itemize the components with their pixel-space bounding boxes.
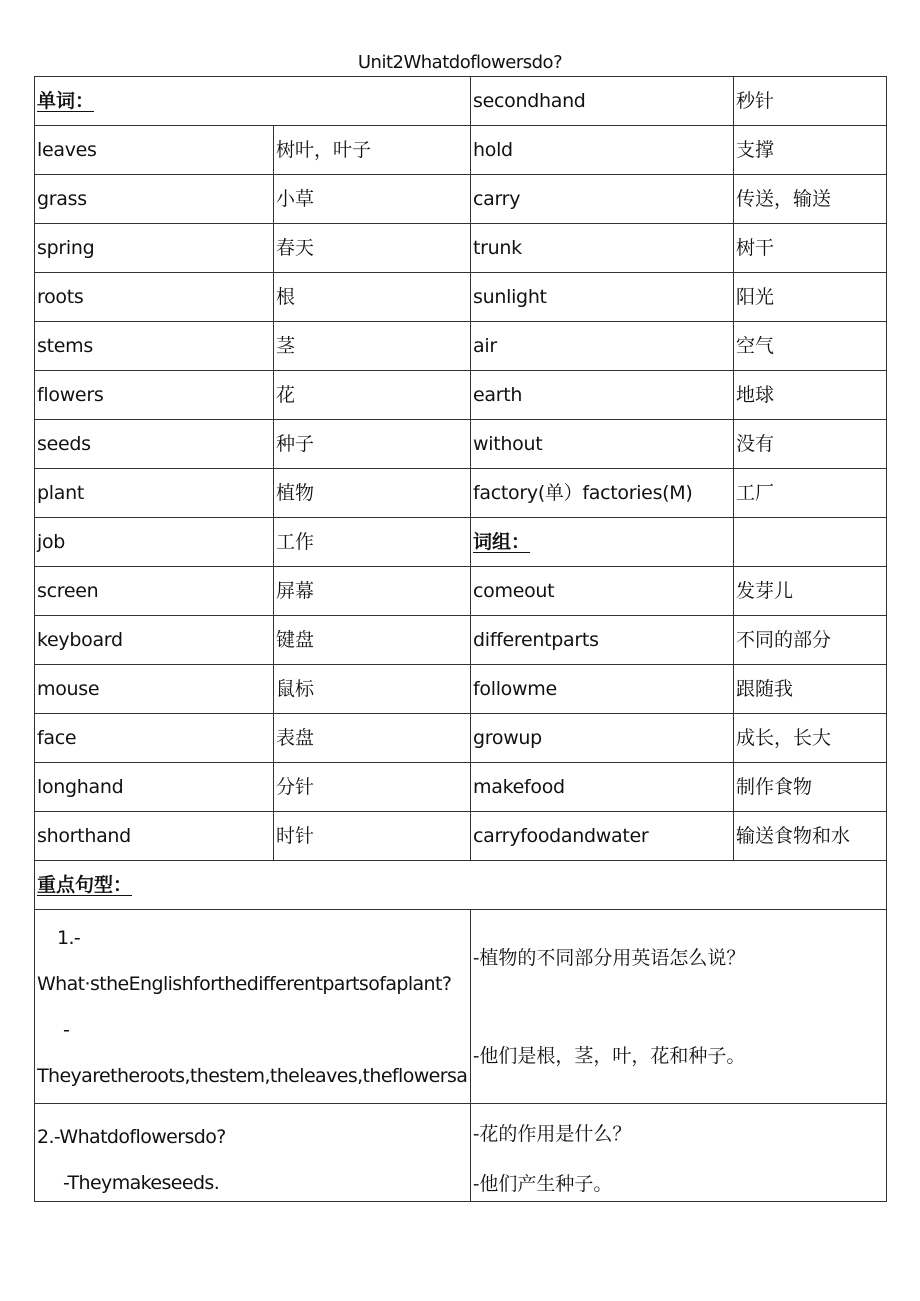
word-chinese: 秒针 [734, 77, 887, 126]
table-row [35, 77, 887, 126]
phrase-english: growup [471, 714, 734, 763]
sentence-english [35, 1104, 471, 1202]
word-chinese: 空气 [734, 322, 887, 371]
word-chinese: 键盘 [274, 616, 471, 665]
word-english: roots [35, 273, 274, 322]
word-english: spring [35, 224, 274, 273]
word-chinese: 支撑 [734, 126, 887, 175]
phrase-chinese: 跟随我 [734, 665, 887, 714]
word-english: plant [35, 469, 274, 518]
sentence-chinese [471, 1104, 887, 1202]
table-row [35, 518, 887, 567]
word-english: flowers [35, 371, 274, 420]
word-chinese: 根 [274, 273, 471, 322]
word-english: mouse [35, 665, 274, 714]
word-chinese: 传送，输送 [734, 175, 887, 224]
word-english: keyboard [35, 616, 274, 665]
phrase-english: makefood [471, 763, 734, 812]
word-chinese: 屏幕 [274, 567, 471, 616]
word-chinese: 分针 [274, 763, 471, 812]
sentence-line: -他们产生种子。 [473, 1172, 613, 1195]
table-row [35, 763, 887, 812]
word-chinese: 种子 [274, 420, 471, 469]
phrase-english: followme [471, 665, 734, 714]
sentence-line: -他们是根，茎，叶，花和种子。 [473, 1044, 746, 1067]
sentence-line: 2.-Whatdoflowersdo? [37, 1125, 226, 1148]
word-chinese: 小草 [274, 175, 471, 224]
sentences-section-heading: 重点句型： [37, 874, 133, 896]
word-english: sunlight [471, 273, 734, 322]
phrase-chinese: 输送食物和水 [734, 812, 887, 861]
vocab-section-heading: 单词： [37, 90, 95, 112]
word-english: shorthand [35, 812, 274, 861]
word-english: earth [471, 371, 734, 420]
sentence-line: What·stheEnglishforthedifferentpartsofaplant? [37, 972, 452, 995]
word-english: longhand [35, 763, 274, 812]
word-english: trunk [471, 224, 734, 273]
table-row [35, 616, 887, 665]
word-chinese: 花 [274, 371, 471, 420]
word-chinese: 树干 [734, 224, 887, 273]
phrase-english: differentparts [471, 616, 734, 665]
phrase-chinese: 成长，长大 [734, 714, 887, 763]
word-english: leaves [35, 126, 274, 175]
word-chinese: 植物 [274, 469, 471, 518]
table-row [35, 714, 887, 763]
word-english: carry [471, 175, 734, 224]
table-row [35, 812, 887, 861]
sentences-header-cell [35, 861, 887, 910]
sentence-line: 1.- [57, 926, 81, 949]
word-chinese: 春天 [274, 224, 471, 273]
word-english: grass [35, 175, 274, 224]
phrase-chinese: 发芽儿 [734, 567, 887, 616]
table-row [35, 371, 887, 420]
sentence-line: Theyaretheroots,thestem,theleaves,theflowersa [37, 1064, 468, 1087]
sentence-chinese [471, 910, 887, 1104]
table-row [35, 224, 887, 273]
word-english: face [35, 714, 274, 763]
sentence-line: -花的作用是什么？ [473, 1122, 632, 1145]
table-row [35, 420, 887, 469]
sentence-row [35, 1104, 887, 1202]
word-chinese: 没有 [734, 420, 887, 469]
vocabulary-table [34, 76, 887, 1202]
table-row [35, 861, 887, 910]
table-row [35, 126, 887, 175]
table-row [35, 567, 887, 616]
table-row [35, 469, 887, 518]
table-row [35, 273, 887, 322]
table-row [35, 175, 887, 224]
word-chinese: 工厂 [734, 469, 887, 518]
table-row [35, 665, 887, 714]
sentence-row [35, 910, 887, 1104]
phrase-chinese: 制作食物 [734, 763, 887, 812]
vocab-header-cell [35, 77, 471, 126]
word-english: factory(单）factories(M) [471, 469, 734, 518]
sentence-english [35, 910, 471, 1104]
word-chinese: 阳光 [734, 273, 887, 322]
phrase-english: comeout [471, 567, 734, 616]
word-english: secondhand [471, 77, 734, 126]
word-chinese: 表盘 [274, 714, 471, 763]
word-english: stems [35, 322, 274, 371]
phrase-chinese: 不同的部分 [734, 616, 887, 665]
word-chinese: 时针 [274, 812, 471, 861]
phrase-english: carryfoodandwater [471, 812, 734, 861]
word-english: screen [35, 567, 274, 616]
phrase-section-heading: 词组： [473, 531, 531, 553]
word-english: hold [471, 126, 734, 175]
word-english: job [35, 518, 274, 567]
table-row [35, 322, 887, 371]
word-chinese: 树叶，叶子 [274, 126, 471, 175]
word-chinese: 茎 [274, 322, 471, 371]
word-english: air [471, 322, 734, 371]
word-chinese: 工作 [274, 518, 471, 567]
word-chinese: 地球 [734, 371, 887, 420]
empty-cell [734, 518, 887, 567]
word-english: without [471, 420, 734, 469]
sentence-line: - [63, 1018, 70, 1041]
sentence-line: -Theymakeseeds. [63, 1171, 220, 1194]
sentence-line: -植物的不同部分用英语怎么说？ [473, 946, 746, 969]
page-title: Unit2Whatdoflowersdo? [357, 52, 563, 73]
word-chinese: 鼠标 [274, 665, 471, 714]
word-english: seeds [35, 420, 274, 469]
phrase-header-cell [471, 518, 734, 567]
